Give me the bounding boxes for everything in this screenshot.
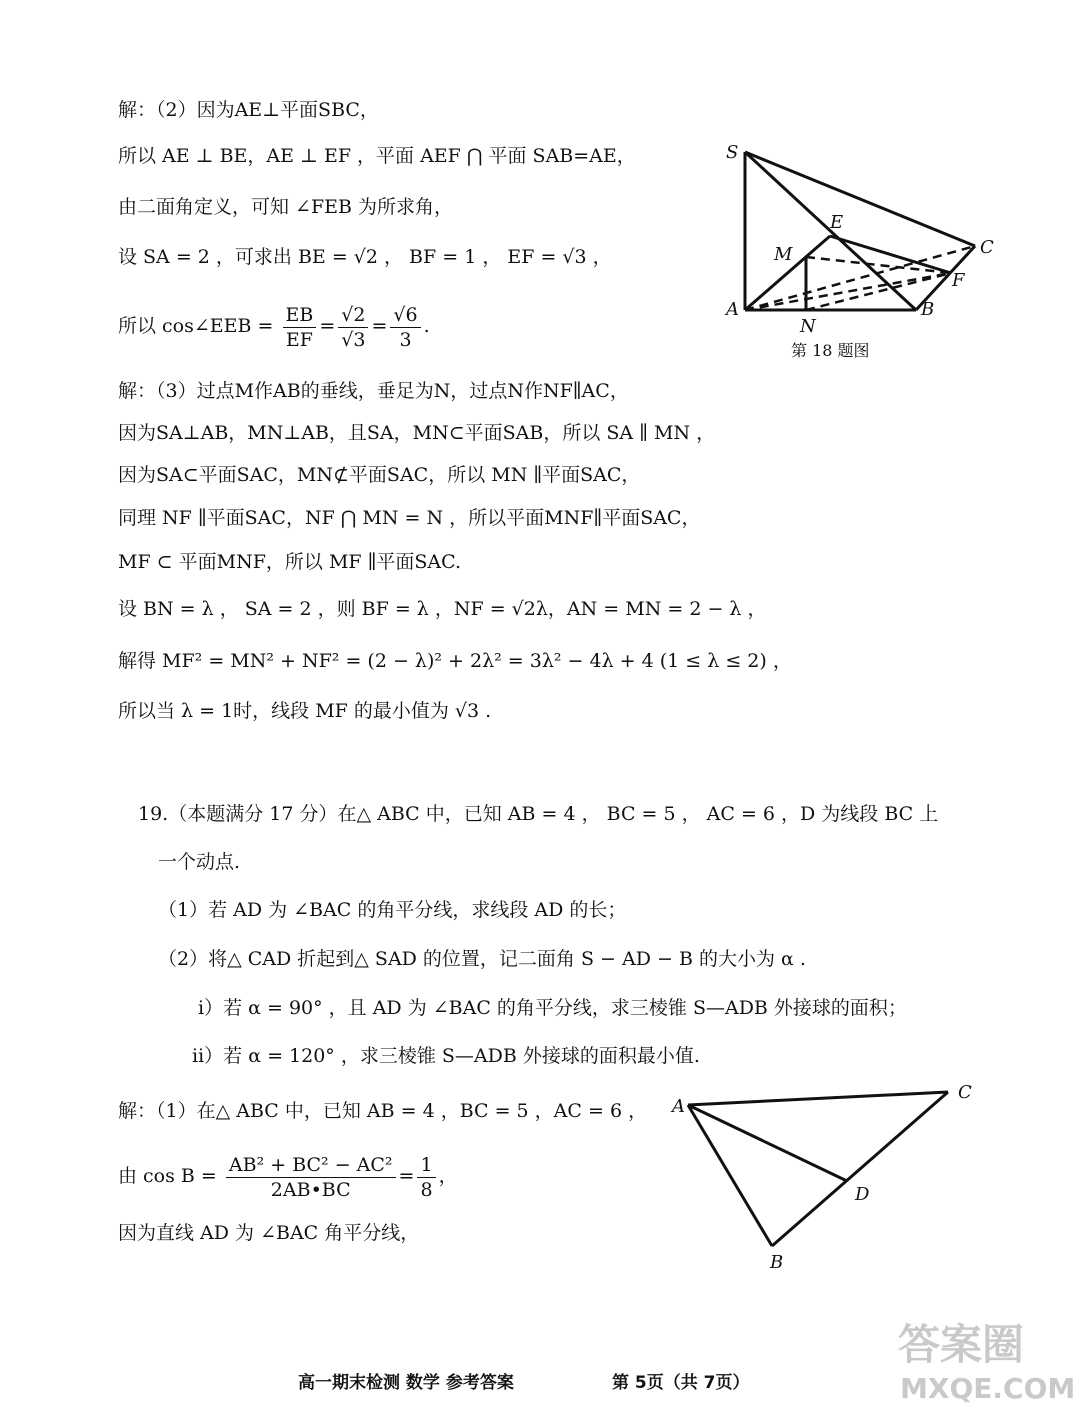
sol3-line-3: 因为SA⊂平面SAC，MN⊄平面SAC，所以 MN ∥平面SAC， — [118, 464, 641, 486]
sol3-line-8: 所以当 λ = 1时，线段 MF 的最小值为 √3 . — [118, 700, 492, 722]
label-m: M — [774, 244, 793, 265]
watermark-logo: 答案圈 — [898, 1320, 1025, 1369]
label-a: A — [726, 299, 739, 320]
label-d: D — [855, 1184, 870, 1205]
fraction-denominator: 8 — [420, 1178, 433, 1201]
fraction-numerator: AB² + BC² − AC² — [226, 1153, 396, 1178]
fraction-denominator: √3 — [341, 328, 366, 351]
label-b: B — [770, 1252, 784, 1273]
footer-title: 高一期末检测 数学 参考答案 — [298, 1373, 514, 1393]
fraction-denominator: 2AB•BC — [270, 1178, 351, 1201]
fraction-numerator: EB — [283, 303, 317, 328]
label-n: N — [800, 316, 816, 333]
footer-page-number: 第 5页（共 7页） — [612, 1373, 750, 1393]
sol2-line-4: 设 SA = 2 ，可求出 BE = √2 ， BF = 1 ， EF = √3 ， — [118, 246, 612, 268]
sol2-line-2: 所以 AE ⊥ BE，AE ⊥ EF ，平面 AEF ⋂ 平面 SAB=AE， — [118, 145, 636, 167]
problem19-question-2i: ⅰ）若 α = 90° ，且 AD 为 ∠BAC 的角平分线，求三棱锥 S—ADB 外接球的面积； — [198, 997, 907, 1019]
figure-18-diagram — [718, 138, 1008, 333]
sol19-line-2: 由 cos B = $\frac{\text{AB² + BC² − AC²}}{2AB•BC}$ = $\frac{1}{8}$ ， — [118, 1153, 458, 1201]
edge-sc — [745, 152, 975, 246]
sol3-line-6: 设 BN = λ ， SA = 2 ，则 BF = λ ，NF = √2λ，AN = MN = 2 − λ ， — [118, 598, 767, 620]
sol2-cos-prefix: 所以 cos∠EEB = — [118, 315, 274, 337]
label-s: S — [726, 142, 739, 163]
fraction-numerator: √6 — [390, 303, 420, 328]
watermark-site: MXQE.COM — [900, 1372, 1076, 1405]
fraction-root2-root3 — [338, 303, 368, 352]
problem19-question-1: （1）若 AD 为 ∠BAC 的角平分线，求线段 AD 的长； — [158, 899, 627, 921]
label-c: C — [958, 1082, 972, 1103]
fraction-numerator: √2 — [338, 303, 368, 328]
fraction-root6-3 — [390, 303, 420, 352]
label-a: A — [672, 1096, 685, 1117]
label-f: F — [952, 270, 965, 291]
problem19-question-2ii: ⅱ）若 α = 120° ，求三棱锥 S—ADB 外接球的面积最小值. — [192, 1045, 700, 1067]
sol3-line-1: 解：（3）过点M作AB的垂线，垂足为N，过点N作NF∥AC， — [118, 380, 629, 402]
edge-ac — [688, 1092, 948, 1105]
figure-19-diagram — [664, 1078, 984, 1274]
fraction-one-eighth — [417, 1153, 435, 1202]
sol19-cosb-prefix: 由 cos B = — [118, 1165, 217, 1187]
sol19-line-1: 解：（1）在△ ABC 中，已知 AB = 4 ，BC = 5 ，AC = 6 ， — [118, 1100, 648, 1122]
problem19-line-1: 19.（本题满分 17 分）在△ ABC 中，已知 AB = 4 ， BC = 5 ， AC = 6 ，D 为线段 BC 上 — [138, 803, 939, 825]
sol2-line-1: 解：（2）因为AE⊥平面SBC， — [118, 99, 379, 121]
fraction-numerator: 1 — [417, 1153, 435, 1178]
problem19-question-2: （2）将△ CAD 折起到△ SAD 的位置，记二面角 S − AD − B 的大小为 α . — [158, 948, 806, 970]
fraction-eb-ef — [283, 303, 317, 352]
label-e: E — [830, 212, 844, 233]
label-b: B — [921, 299, 935, 320]
fraction-denominator: EF — [285, 328, 313, 351]
sol3-line-4: 同理 NF ∥平面SAC，NF ⋂ MN = N ，所以平面MNF∥平面SAC， — [118, 507, 701, 529]
label-c: C — [980, 237, 994, 258]
sol3-line-5: MF ⊂ 平面MNF，所以 MF ∥平面SAC. — [118, 551, 462, 573]
edge-ef — [830, 236, 951, 273]
sol2-line-5: 所以 cos∠EEB = $\frac{EB}{EF}$ = $\frac{√2}{√3}$ = $\frac{√6}{3}$ . — [118, 303, 430, 351]
sol3-line-7: 解得 MF² = MN² + NF² = (2 − λ)² + 2λ² = 3λ² − 4λ + 4 (1 ≤ λ ≤ 2) ， — [118, 650, 792, 672]
fraction-cosine-law — [226, 1153, 396, 1202]
sol3-line-2: 因为SA⊥AB，MN⊥AB，且SA，MN⊂平面SAB，所以 SA ∥ MN ， — [118, 422, 716, 444]
problem19-line-2: 一个动点. — [158, 851, 241, 873]
sol2-line-3: 由二面角定义，可知 ∠FEB 为所求角， — [118, 196, 454, 218]
fraction-denominator: 3 — [399, 328, 412, 351]
edge-bc — [772, 1092, 948, 1246]
sol19-line-3: 因为直线 AD 为 ∠BAC 角平分线， — [118, 1222, 420, 1244]
figure-18-caption: 第 18 题图 — [791, 341, 870, 360]
